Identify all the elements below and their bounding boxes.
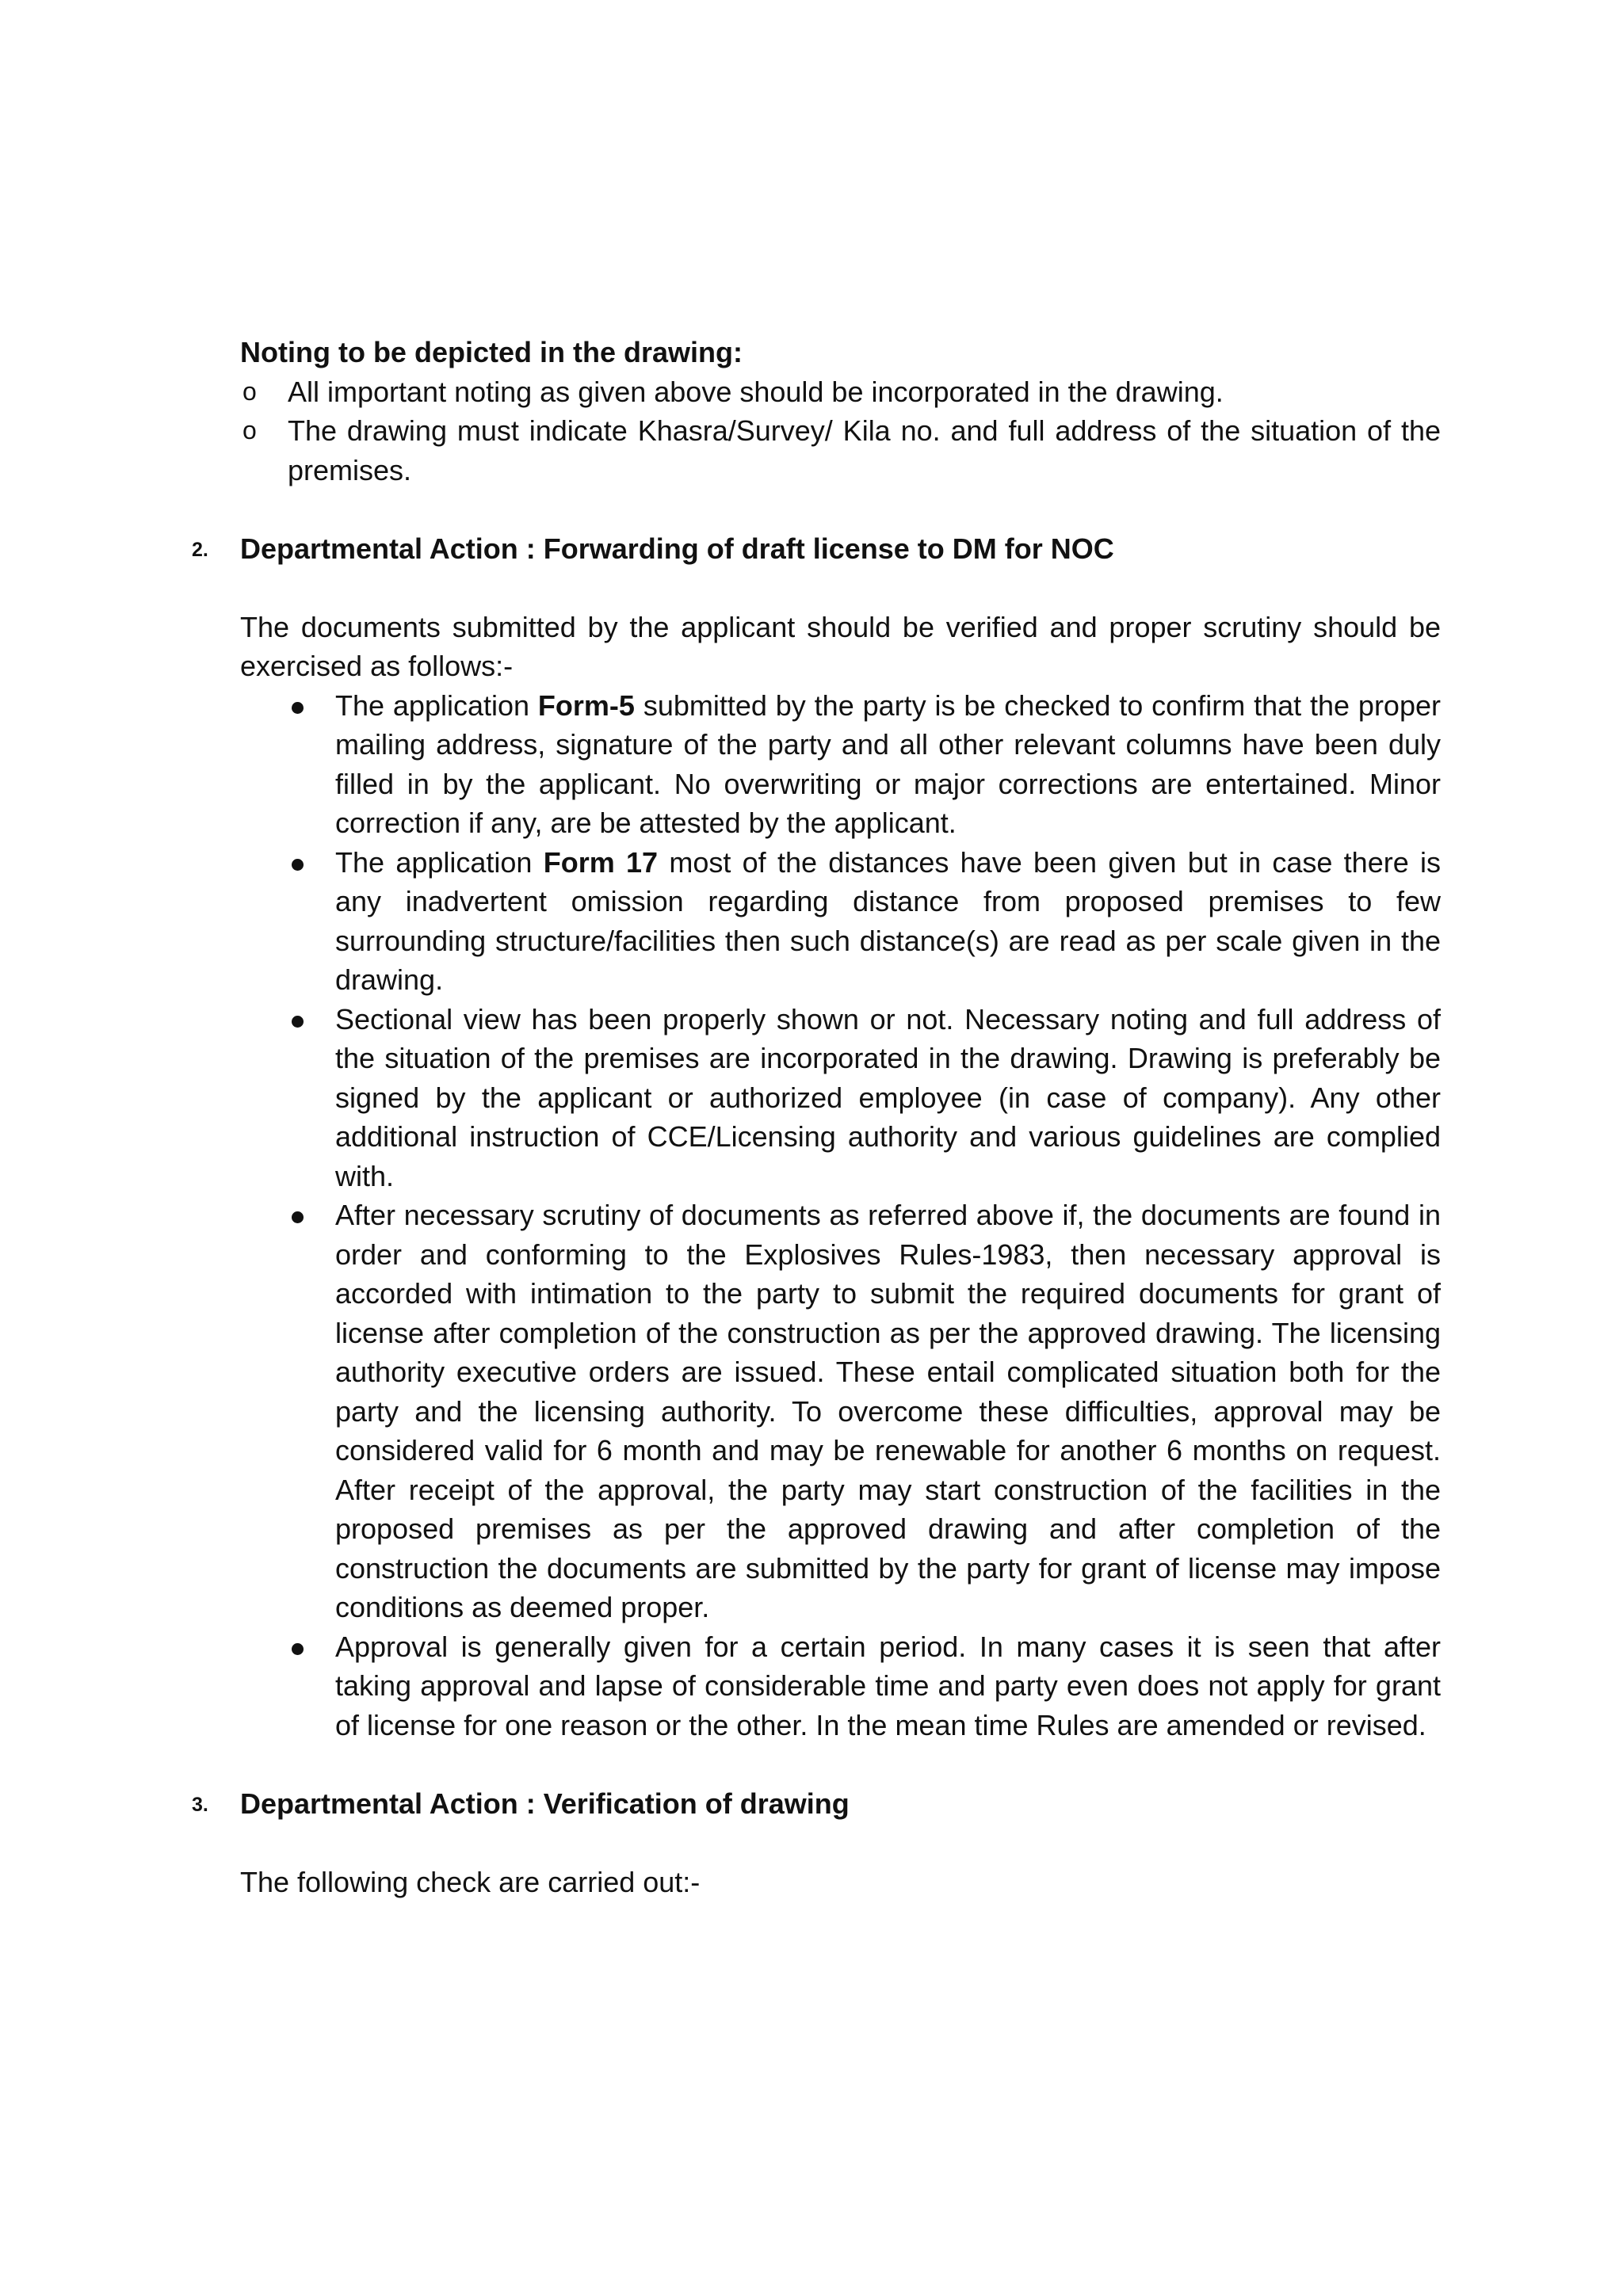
section-3-number: 3. (192, 1794, 208, 1816)
list-item (335, 1196, 1441, 1627)
list-item (335, 843, 1441, 1000)
bullet-text-pre: The application (335, 845, 544, 879)
form-reference: Form 17 (543, 845, 659, 879)
bullet-icon (292, 1643, 304, 1655)
bullet-text: After necessary scrutiny of documents as referred above if, the documents are found in order and conforming to the Explosives Rules-1983, then necessary approval is accorded with intimation to the party to submit the required documents for grant of license after completion of the construction as per the approved drawing. The licensing authority executive orders are issued. These entail complicated situation both for the party and the licensing authority. To overcome these difficulties, approval may be considered valid for 6 month and may be renewable for another 6 months on request. After receipt of the approval, the party may start construction of the facilities in the proposed premises as per the approved drawing and after completion of the construction the documents are submitted by the party for grant of license may impose conditions as deemed proper. (335, 1199, 1441, 1623)
noting-item-text: All important noting as given above should be incorporated in the drawing. (288, 375, 1224, 408)
section-3-intro: The following check are carried out:- (240, 1865, 701, 1898)
bullet-icon (292, 1211, 304, 1223)
section-2-bullet-list (240, 686, 1441, 1745)
list-item (335, 1627, 1441, 1745)
bullet-text-post: submitted by the party is be checked to confirm that the proper mailing address, signature of the party and all other relevant columns have been duly filled in by the applicant. No overwriting or major corrections are entertained. Minor correction if any, are be attested by the applicant. (335, 688, 1441, 839)
bullet-text: Approval is generally given for a certain period. In many cases it is seen that after taking approval and lapse of considerable time and party even does not apply for grant of license for one reason or the other. In the mean time Rules are amended or revised. (335, 1630, 1441, 1741)
noting-list (240, 372, 1441, 490)
noting-item-text: The drawing must indicate Khasra/Survey/ Kila no. and full address of the situation of the premises. (288, 414, 1441, 486)
section-3-heading (192, 1784, 1441, 1824)
bullet-icon (292, 1016, 304, 1028)
list-item (335, 1000, 1441, 1196)
section-2-number: 2. (192, 539, 208, 561)
circle-bullet-icon: o (242, 376, 257, 406)
bullet-icon (292, 702, 304, 714)
page-content (192, 333, 1441, 1901)
section-2-intro: The documents submitted by the applicant should be verified and proper scrutiny should be exercised as follows:- (240, 610, 1441, 682)
noting-heading: Noting to be depicted in the drawing: (240, 336, 743, 368)
section-2-title: Departmental Action : Forwarding of draft license to DM for NOC (240, 532, 1114, 565)
form-reference: Form-5 (537, 688, 635, 722)
bullet-text: Sectional view has been properly shown or not. Necessary noting and full address of the situation of the premises are incorporated in the drawing. Drawing is preferably be signed by the applicant or authorized employee (in case of company). Any other additional instruction of CCE/Licensing authority and various guidelines are complied with. (335, 1002, 1441, 1192)
list-item (240, 411, 1441, 490)
section-3 (192, 1784, 1441, 1901)
section-2-heading (192, 529, 1441, 569)
section-3-title: Departmental Action : Verification of drawing (240, 1787, 850, 1820)
list-item (240, 372, 1441, 412)
list-item (335, 686, 1441, 843)
circle-bullet-icon: o (242, 416, 257, 444)
bullet-icon (292, 859, 304, 871)
bullet-text-post: most of the distances have been given but in case there is any inadvertent omission regarding distance from proposed premises to few surrounding structure/facilities then such distance(s) are read as per scale given in the drawing. (335, 845, 1441, 996)
section-2 (192, 529, 1441, 1745)
bullet-text-pre: The application (335, 688, 538, 722)
